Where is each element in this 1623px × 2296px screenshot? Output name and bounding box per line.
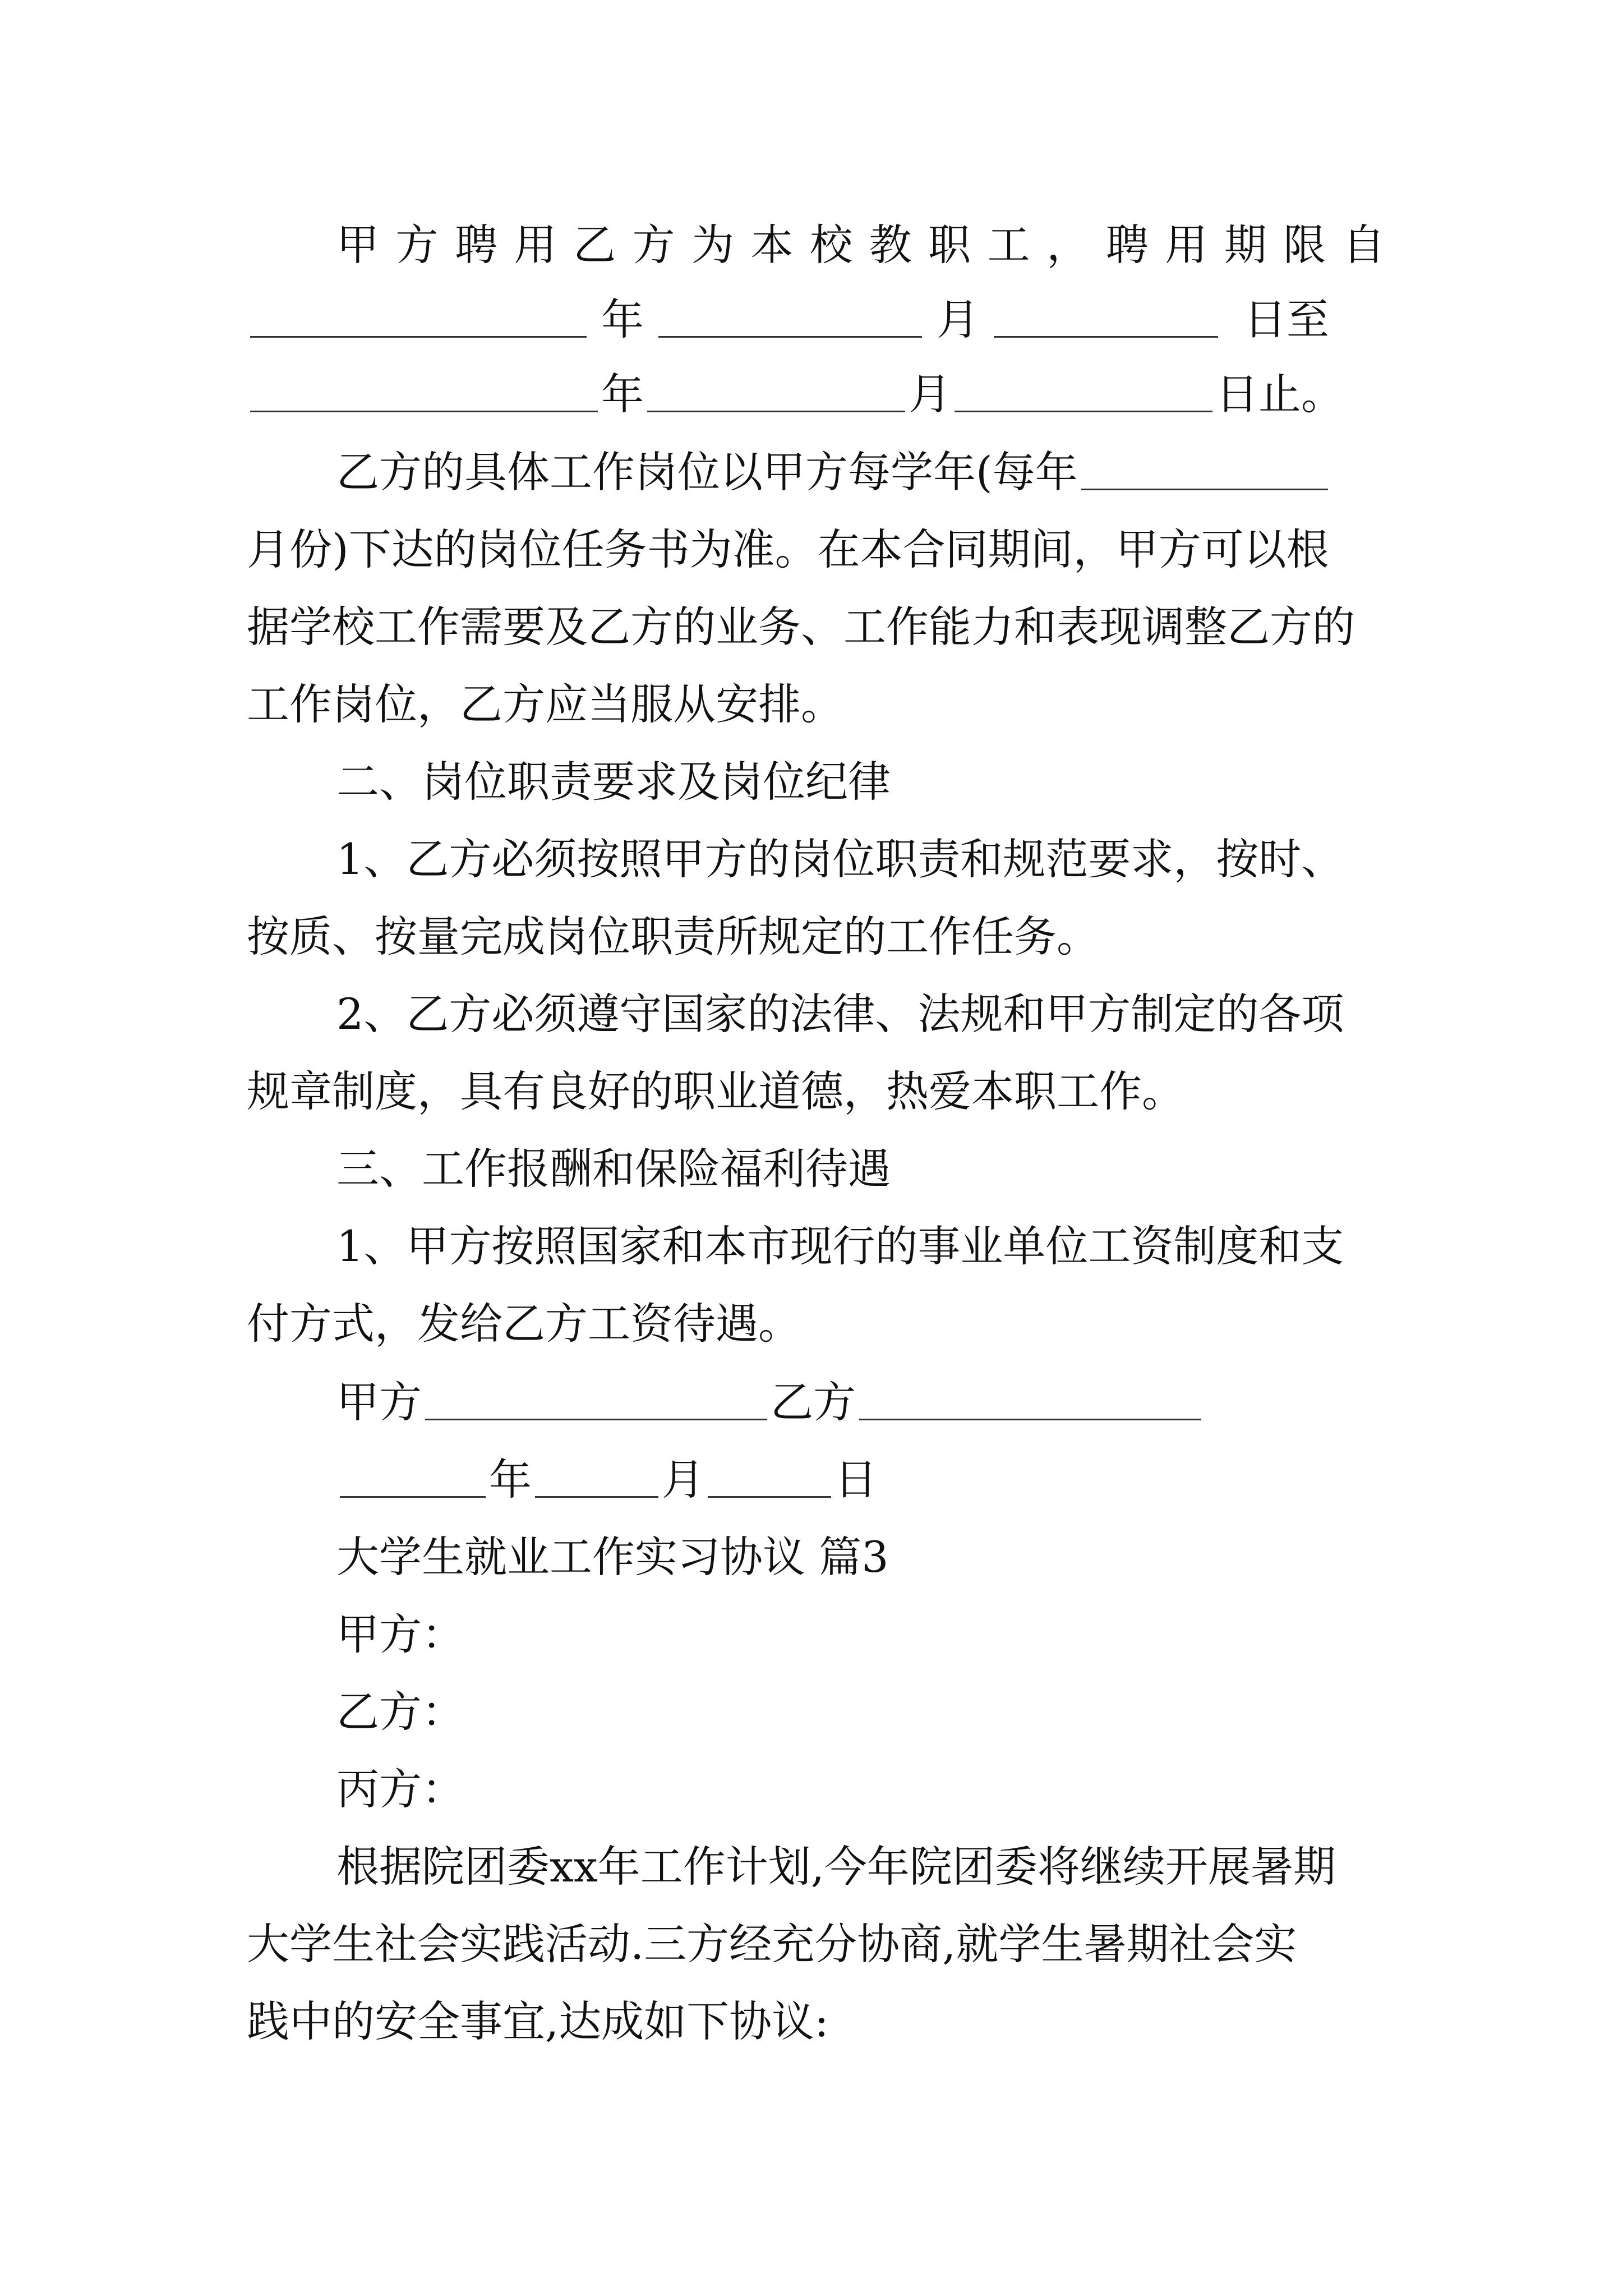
sign-month-label: 月 (662, 1455, 704, 1504)
agreement3-para-line3: 践中的安全事宜,达成如下协议: (247, 1996, 829, 2046)
term-line-1-char: 甲 (336, 220, 379, 270)
section3-item1-line2: 付方式，发给乙方工资待遇。 (247, 1299, 801, 1349)
term-line-1-char: 教 (869, 220, 912, 270)
agreement3-party-a: 甲方： (336, 1609, 464, 1659)
end-year-label: 年 (601, 369, 644, 419)
section2-item1-line1: 1、乙方必须按照甲方的岗位职责和规范要求，按时、 (336, 834, 1344, 884)
agreement3-para-line1: 根据院团委xx年工作计划,今年院团委将继续开展暑期 (336, 1842, 1336, 1892)
term-line-1-char: 聘 (455, 220, 498, 270)
section2-heading: 二、岗位职责要求及岗位纪律 (336, 757, 891, 807)
start-day-blank[interactable] (994, 335, 1218, 338)
term-line-1-char: 自 (1342, 220, 1385, 270)
party-b-blank[interactable] (859, 1418, 1201, 1420)
agreement3-title: 大学生就业工作实习协议 篇3 (336, 1532, 889, 1582)
start-year-label: 年 (601, 295, 644, 344)
end-month-label: 月 (909, 369, 951, 419)
term-line-1-char: 本 (750, 220, 794, 270)
signature-line (336, 1369, 1385, 1436)
section3-heading: 三、工作报酬和保险福利待遇 (336, 1144, 891, 1194)
position-line-1 (336, 439, 1385, 506)
agreement3-party-b: 乙方： (336, 1687, 464, 1737)
sign-year-label: 年 (489, 1455, 532, 1504)
section2-item2-line1: 2、乙方必须遵守国家的法律、法规和甲方制定的各项 (336, 989, 1344, 1039)
agreement3-party-c: 丙方： (336, 1764, 464, 1814)
term-line-1-char: 校 (810, 220, 853, 270)
position-line-2: 月份)下达的岗位任务书为准。在本合同期间，甲方可以根 (247, 524, 1329, 574)
sign-year-blank[interactable] (340, 1496, 486, 1498)
start-day-label: 日至 (1244, 295, 1329, 344)
party-a-blank[interactable] (425, 1418, 767, 1420)
term-line-1-char: 为 (691, 220, 735, 270)
term-line-1-char: 方 (395, 220, 439, 270)
sign-day-blank[interactable] (708, 1496, 831, 1498)
term-line-1-char: 限 (1283, 220, 1326, 270)
start-year-blank[interactable] (250, 335, 587, 338)
term-line-3 (247, 361, 1385, 428)
term-line-1-char: 用 (1165, 220, 1208, 270)
term-line-1-char: 工 (987, 220, 1030, 270)
month-of-year-blank[interactable] (1081, 488, 1328, 490)
end-day-label: 日止。 (1216, 369, 1344, 419)
term-line-1-char: ， (1046, 220, 1090, 270)
position-line-3: 据学校工作需要及乙方的业务、工作能力和表现调整乙方的 (247, 602, 1355, 652)
sign-month-blank[interactable] (535, 1496, 658, 1498)
end-year-blank[interactable] (250, 410, 598, 412)
party-a-label: 甲方 (336, 1377, 422, 1427)
section3-item1-line1: 1、甲方按照国家和本市现行的事业单位工资制度和支 (336, 1221, 1344, 1271)
sign-day-label: 日 (834, 1455, 877, 1504)
position-line-4: 工作岗位，乙方应当服从安排。 (247, 679, 843, 729)
section2-item2-line2: 规章制度，具有良好的职业道德，热爱本职工作。 (247, 1066, 1184, 1116)
agreement3-para-line2: 大学生社会实践活动.三方经充分协商,就学生暑期社会实 (247, 1919, 1297, 1969)
end-month-blank[interactable] (647, 410, 905, 412)
section2-item1-line2: 按质、按量完成岗位职责所规定的工作任务。 (247, 912, 1099, 961)
term-line-1-char: 用 (514, 220, 557, 270)
start-month-label: 月 (937, 295, 979, 344)
term-line-2 (247, 286, 1385, 353)
term-line-1-char: 期 (1224, 220, 1267, 270)
signature-date-line (336, 1446, 1385, 1513)
end-day-blank[interactable] (955, 410, 1212, 412)
term-line-1-char: 乙 (573, 220, 616, 270)
term-line-1-char: 方 (632, 220, 675, 270)
term-line-1-char: 职 (928, 220, 971, 270)
party-b-label: 乙方 (771, 1377, 856, 1427)
position-line-1-text: 乙方的具体工作岗位以甲方每学年(每年 (336, 447, 1078, 497)
start-month-blank[interactable] (658, 335, 922, 338)
term-line-1-char: 聘 (1105, 220, 1149, 270)
term-line-1 (336, 211, 1385, 279)
